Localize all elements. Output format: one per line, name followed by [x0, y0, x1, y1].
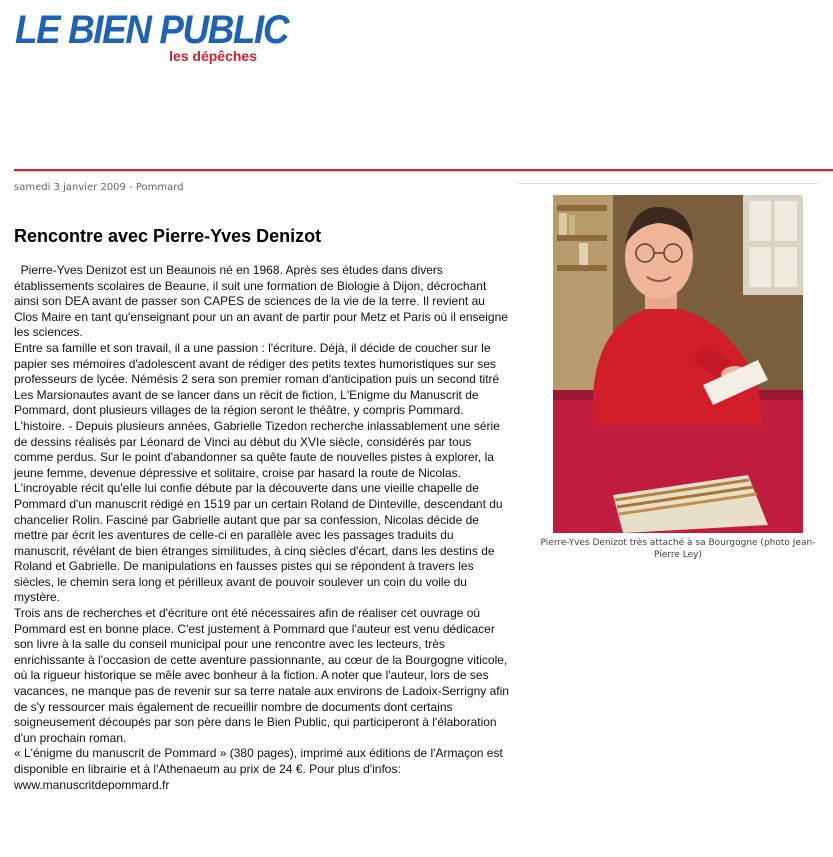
article-paragraph: « L'énigme du manuscrit de Pommard » (380 pages), imprimé aux éditions de l'Armaçon est disponible en librairie et à l'Athenaeum au prix de 24 €. Pour plus d'infos: www.manuscritdepommard.fr	[14, 746, 503, 792]
header-divider-shadow	[14, 171, 833, 172]
article-paragraph: Pierre-Yves Denizot est un Beaunois né en 1968. Après ses études dans divers établissements scolaires de Beaune, il suit une formation de Biologie à Dijon, décrochant ainsi son DEA avant de passer son CAPES de sciences de la vie de la terre. Il revient au Clos Maire en tant qu'enseignant pour un an avant de partir pour Metz et Paris où il enseigne les sciences.	[14, 263, 512, 340]
dateline: samedi 3 janvier 2009 - Pommard	[14, 182, 184, 193]
article-paragraph: Trois ans de recherches et d'écriture ont été nécessaires afin de réaliser cet ouvrage où Pommard est en bonne place. C'est justement à Pommard que l'auteur est venu dédicacer son livre à la salle du conseil municipal pour une rencontre avec les lecteurs, très enrichissante à l'occasion de cette aventure passionnante, au cœur de la Bourgogne viticole, où la rigueur historique se mêle avec bonheur à la fiction. A noter que l'auteur, lors de ses vacances, ne manque pas de revenir sur sa terre natale aux environs de Ladoix-Serrigny afin de s'y ressourcer mais également de recueillir nombre de documents dont certains soigneusement découpés par son père dans le Bien Public, qui participeront à l'élaboration d'un prochain roman.	[14, 606, 509, 745]
article-paragraph: Entre sa famille et son travail, il a une passion : l'écriture. Déjà, il décide de coucher sur le papier ses mémoires d'adolescent avant de rédiger des petits textes humoristiques sur ses professeurs de lycée. Némésis 2 sera son premier roman d'anticipation puis un second titré Les Marsionautes avant de se lancer dans un récit de fiction, L'Enigme du Manuscrit de Pommard, dont plusieurs villages de la région seront le théâtre, y compris Pommard.	[14, 340, 500, 418]
logo-subtitle: les dépêches	[169, 48, 257, 64]
logo-title: LE BIEN PUBLIC	[15, 8, 289, 52]
article-paragraph: L'histoire. - Depuis plusieurs années, Gabrielle Tizedon recherche inlassablement une série de dessins réalisés par Léonard de Vinci au début du XVIe siècle, considérés par tous comme perdus. Sur le point d'abandonner sa quête faute de nouvelles pistes à explorer, la jeune femme, devenue dépressive et solitaire, croise par hasard la route de Nicolas. L'incroyable récit qu'elle lui confie débute par la découverte dans une vieille chapelle de Pommard d'un manuscrit rédigé en 1519 par un certain Roland de Dinteville, descendant du chancelier Rolin. Fasciné par Gabrielle autant que par sa confession, Nicolas décide de mettre par écrit les aventures de celle-ci en parallèle avec les passages traduits du manuscrit, révélant de bien étranges similitudes, à cinq siècles d'écart, dans les destins de Roland et Gabrielle. De manipulations en fausses pistes qui se répondent à travers les siècles, le chemin sera long et périlleux avant de pouvoir soulever un coin du voile du mystère.	[14, 418, 503, 605]
author-photo	[553, 195, 803, 533]
photo-caption: Pierre-Yves Denizot très attaché à sa Bourgogne (photo Jean-Pierre Ley)	[540, 538, 816, 560]
article-title: Rencontre avec Pierre-Yves Denizot	[14, 226, 322, 246]
author-photo-illustration	[553, 195, 803, 533]
sidebar-divider	[518, 183, 818, 184]
article-body	[14, 263, 512, 793]
logo[interactable]	[15, 8, 289, 68]
